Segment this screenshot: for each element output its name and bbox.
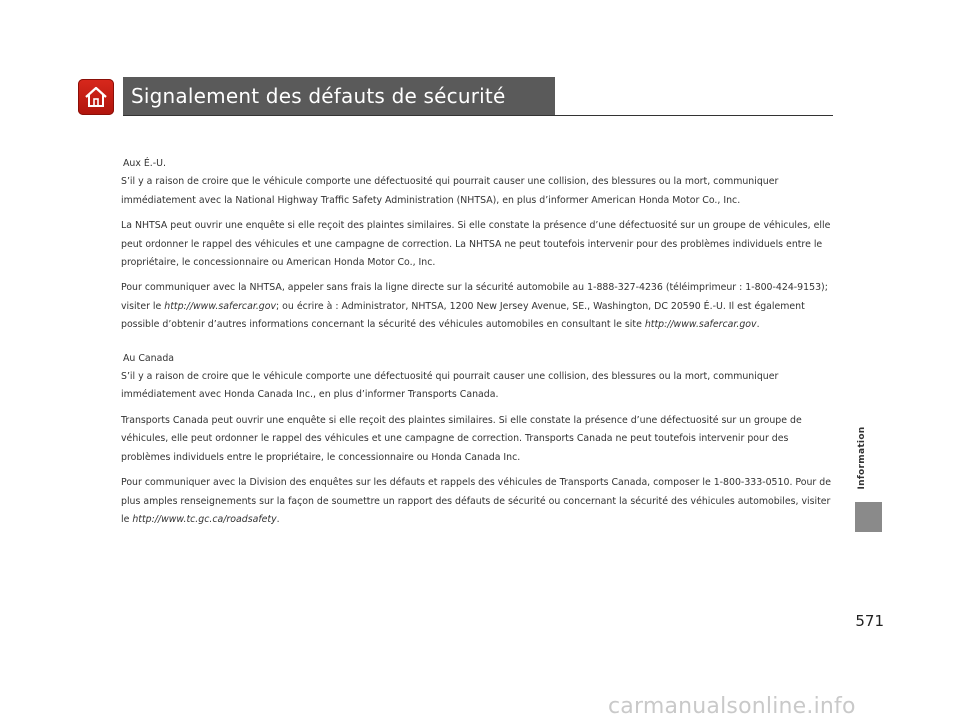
section-tab[interactable] xyxy=(855,420,869,496)
section-marker xyxy=(855,502,882,532)
paragraph-usa-3-text-c: . xyxy=(756,319,760,331)
title-divider xyxy=(123,115,833,116)
home-button[interactable] xyxy=(78,79,114,115)
safercar-link[interactable]: http://www.safercar.gov xyxy=(164,300,277,312)
safercar-link-2[interactable]: http://www.safercar.gov xyxy=(644,319,757,331)
paragraph-canada-1: S’il y a raison de croire que le véhicule comporte une défectuosité qui pourrait causer une collision, des blessures ou la mort, communiquer immédiatement avec Honda Canada Inc., en plus d’informer Transports Canada. xyxy=(121,371,779,401)
paragraph-usa-2: La NHTSA peut ouvrir une enquête si elle reçoit des plaintes similaires. Si elle constate la présence d’une défectuosité sur un groupe de véhicules, elle peut ordonner le rappel des véhicules et une campagne de correction. La NHTSA ne peut toutefois intervenir pour des problèmes individuels entre le propriétaire, le concessionnaire ou American Honda Motor Co., Inc. xyxy=(121,220,831,269)
article-body xyxy=(121,155,831,536)
paragraph-usa-1: S’il y a raison de croire que le véhicule comporte une défectuosité qui pourrait causer une collision, des blessures ou la mort, communiquer immédiatement avec la National Highway Traffic Safety Administration (NHTSA), en plus d’informer American Honda Motor Co., Inc. xyxy=(121,176,779,206)
paragraph-canada-3-text-a: Pour communiquer avec la Division des enquêtes sur les défauts et rappels des véhicules de Transports Canada, composer le 1-800-333-0510. Pour de plus amples renseignements sur la façon de soumettre un rapport des défauts de sécurité ou concernant la sécurité des véhicules automobiles, visiter le xyxy=(121,477,831,525)
page-number: 571 xyxy=(855,612,884,630)
paragraph-canada-2: Transports Canada peut ouvrir une enquête si elle reçoit des plaintes similaires. Si elle constate la présence d’une défectuosité sur un groupe de véhicules, elle peut ordonner le rappel des véhicules et une campagne de correction. Transports Canada ne peut toutefois intervenir pour des problèmes individuels entre le propriétaire, le concessionnaire ou Honda Canada Inc. xyxy=(121,414,802,463)
paragraph-canada-3-text-b: . xyxy=(276,513,280,525)
home-icon xyxy=(83,84,109,110)
paragraph-usa-3 xyxy=(121,279,831,334)
paragraph-canada-3 xyxy=(121,474,831,529)
canada-heading: Au Canada xyxy=(123,352,175,364)
paragraph-usa-3-text-b: ; ou écrire à : Administrator, NHTSA, 1200 New Jersey Avenue, SE., Washington, DC 20590 É.-U. Il est également possible d’obtenir d’autres informations concernant la sécurité des véhicules automobiles en consultant le site xyxy=(121,300,805,331)
usa-heading: Aux É.-U. xyxy=(123,158,167,169)
section-tab-label: Information xyxy=(857,426,867,490)
roadsafety-link[interactable]: http://www.tc.gc.ca/roadsafety xyxy=(132,513,277,525)
page-title: Signalement des défauts de sécurité xyxy=(123,77,555,115)
watermark: carmanualsonline.info xyxy=(608,694,856,719)
paragraph-usa-3-text-a: Pour communiquer avec la NHTSA, appeler sans frais la ligne directe sur la sécurité automobile au 1-888-327-4236 (téléimprimeur : 1-800-424-9153); visiter le xyxy=(121,282,828,312)
